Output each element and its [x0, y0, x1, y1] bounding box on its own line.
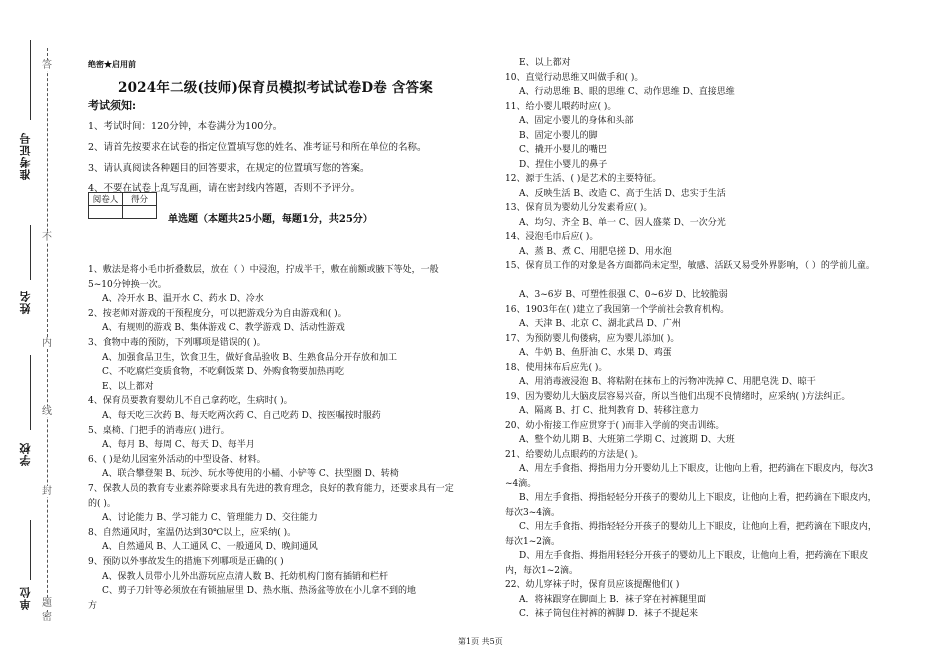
question-text: 5~10分钟换一次。 — [88, 279, 167, 290]
answer-option: C．袜子筒包住衬裤的裤脚 D．袜子不提起来 — [519, 609, 698, 619]
question-text: 17、为预防婴儿佝偻病，应为婴儿添加( )。 — [505, 333, 680, 344]
answer-option: A、用左手食指、拇指用力分开婴幼儿上下眼皮，让他向上看，把药滴在下眼皮内，每次3 — [519, 464, 874, 474]
score-cell — [123, 206, 157, 219]
unit-blank — [30, 520, 31, 580]
question-text: 5、桌椅、门把手的消毒应( )进行。 — [88, 425, 230, 436]
answer-option: A、牛奶 B、鱼肝油 C、水果 D、鸡蛋 — [519, 348, 672, 358]
question-text: 20、幼小衔接工作应贯穿于( )而非入学前的突击训练。 — [505, 420, 725, 431]
question-text: 19、因为婴幼儿大脑皮层容易兴奋，所以当他们出现不良情绪时，应采纳( )方法纠正。 — [505, 391, 851, 402]
notice-heading: 考试须知: — [88, 99, 137, 112]
question-text: 16、1903年在( )建立了我国第一个学前社会教育机构。 — [505, 304, 730, 315]
cut-mark: 封 — [42, 486, 52, 497]
answer-option: D、捏住小婴儿的鼻子 — [519, 159, 608, 170]
cut-mark: 密 — [42, 612, 52, 623]
answer-option: A、自然通风 B、人工通风 C、一般通风 D、晚间通风 — [102, 542, 318, 553]
name-blank — [30, 225, 31, 280]
question-text: 每次1~2滴。 — [505, 536, 560, 547]
notice-item: 1、考试时间：120分钟，本卷满分为100分。 — [88, 121, 283, 132]
question-text: 9、预防以外事故发生的措施下列哪项是正确的( ) — [88, 557, 284, 567]
answer-option: A、天津 B、北京 C、湖北武昌 D、广州 — [519, 319, 681, 329]
question-text: 18、使用抹布后应先( )。 — [505, 362, 608, 373]
answer-option: A、有规则的游戏 B、集体游戏 C、教学游戏 D、活动性游戏 — [102, 323, 345, 334]
question-text: 12、源于生活、( )是艺术的主要特征。 — [505, 174, 662, 184]
page-title: 2024年二级(技师)保育员模拟考试试卷D卷 含答案 — [118, 80, 433, 96]
answer-option: A、每月 B、每周 C、每天 D、每半月 — [102, 440, 255, 451]
answer-option: A．将袜跟穿在脚面上 B．袜子穿在衬裤腿里面 — [519, 594, 706, 605]
question-text: 10、直觉行动思维又叫做手和( )。 — [505, 72, 644, 83]
question-text: 3、食物中毒的预防，下列哪项是错误的( )。 — [88, 338, 266, 348]
answer-option: B、用左手食指、拇指轻轻分开孩子的婴幼儿上下眼皮，让他向上看，把药滴在下眼皮内， — [519, 493, 877, 503]
answer-option: C、撬开小婴儿的嘴巴 — [519, 145, 607, 155]
answer-option: A、隔离 B、打 C、批判教育 D、转移注意力 — [519, 406, 699, 416]
answer-option: A、均匀、齐全 B、单一 C、因人盛菜 D、一次分光 — [519, 217, 726, 228]
question-text: 的( )。 — [88, 498, 116, 509]
question-text: 7、保教人员的教育专业素养除要求具有先进的教育理念，良好的教育能力，还要求具有一定 — [88, 484, 454, 494]
cut-mark: 不 — [42, 232, 52, 243]
cut-mark: 答 — [42, 60, 52, 71]
question-text: 1、敷法是将小毛巾折叠数层，放在（ ）中浸泡，拧成半干，敷在前额或腋下等处，一般 — [88, 265, 439, 275]
question-text: 21、给婴幼儿点眼药的方法是( )。 — [505, 449, 644, 460]
notice-item: 2、请首先按要求在试卷的指定位置填写您的姓名、准考证号和所在单位的名称。 — [88, 142, 427, 153]
answer-option: A、联合攀登架 B、玩沙、玩水等使用的小桶、小铲等 C、扶型圈 D、转椅 — [102, 469, 399, 480]
question-text: 8、自然通风时，室温仍达到30℃以上，应采纳( )。 — [88, 527, 297, 538]
unit-label: 单位 — [19, 586, 32, 610]
name-label: 姓名 — [19, 290, 32, 314]
question-text: 6、( )是幼儿园室外活动的中型设备、材料。 — [88, 454, 266, 465]
grader-cell — [89, 206, 123, 219]
binding-margin — [0, 0, 62, 671]
school-label: 学校 — [19, 442, 32, 466]
question-text: 2、按老师对游戏的干预程度分，可以把游戏分为自由游戏和( )。 — [88, 308, 347, 319]
answer-option: A、3~6岁 B、可塑性很强 C、0~6岁 D、比较脆弱 — [519, 290, 728, 300]
question-text: ~4滴。 — [505, 478, 537, 489]
question-text: 方 — [88, 600, 98, 611]
question-text: 内，每次1~2滴。 — [505, 565, 578, 576]
question-text: 11、给小婴儿喂药时应( )。 — [505, 101, 617, 112]
answer-option: B、固定小婴儿的脚 — [519, 130, 598, 141]
answer-option: C、用左手食指、拇指轻轻分开孩子的婴幼儿上下眼皮，让他向上看，把药滴在下眼皮内， — [519, 522, 877, 532]
exam-number-blank — [30, 40, 31, 120]
answer-option: A、整个幼儿期 B、大班第二学期 C、过渡期 D、大班 — [519, 435, 735, 445]
answer-option: A、保教人员带小儿外出游玩应点清人数 B、托幼机构门窗有插销和栏杆 — [102, 571, 388, 582]
answer-option: A、加强食品卫生，饮食卫生，做好食品验收 B、生熟食品分开存放和加工 — [102, 352, 397, 363]
question-text: 每次3~4滴。 — [505, 507, 560, 518]
question-text: 14、浸泡毛巾后应( )。 — [505, 232, 599, 242]
page-footer: 第1页 共5页 — [458, 637, 503, 646]
answer-option: A、蒸 B、煮 C、用肥皂搓 D、用水泡 — [519, 246, 672, 257]
cut-mark: 线 — [42, 406, 52, 417]
cut-mark: 题 — [42, 598, 52, 609]
answer-option: A、固定小婴儿的身体和头部 — [519, 116, 634, 126]
question-text: 13、保育员为婴幼儿分发素肴应( )。 — [505, 203, 653, 213]
score-box — [88, 192, 157, 219]
answer-option: A、用消毒液浸泡 B、将粘附在抹布上的污物冲洗掉 C、用肥皂洗 D、晾干 — [519, 377, 816, 387]
score-header: 得分 — [123, 193, 157, 206]
answer-option: A、反映生活 B、改造 C、高于生活 D、忠实于生活 — [519, 188, 726, 199]
answer-option: A、冷开水 B、温开水 C、药水 D、冷水 — [102, 294, 264, 305]
cut-mark: 内 — [42, 338, 52, 349]
question-text: 4、保育员要教育婴幼儿不自己拿药吃，生病时( )。 — [88, 396, 293, 407]
answer-option: E、以上都对 — [519, 58, 571, 68]
answer-option: A、讨论能力 B、学习能力 C、管理能力 D、交往能力 — [102, 513, 318, 524]
seal-line — [47, 48, 48, 623]
question-text: 22、幼儿穿袜子时，保育员应该提醒他们( ) — [505, 580, 680, 590]
answer-option: E、以上都对 — [102, 381, 154, 392]
grader-header: 阅卷人 — [89, 193, 123, 206]
confidential-mark: 绝密★启用前 — [88, 59, 136, 69]
exam-number-label: 准考证号 — [19, 132, 32, 180]
answer-option: D、用左手食指、拇指用轻轻分开孩子的婴幼儿上下眼皮，让他向上看，把药滴在下眼皮 — [519, 551, 869, 561]
section-heading: 单选题（本题共25小题，每题1分，共25分） — [168, 214, 373, 225]
answer-option: A、每天吃三次药 B、每天吃两次药 C、自己吃药 D、按医嘱按时服药 — [102, 411, 381, 421]
notice-item: 3、请认真阅读各种题目的回答要求，在规定的位置填写您的答案。 — [88, 163, 370, 174]
question-text: 15、保育员工作的对象是各方面都尚未定型，敏感、活跃又易受外界影响，（ ）的学前儿童。 — [505, 261, 875, 271]
school-blank — [30, 355, 31, 430]
notice-item: 4、不要在试卷上乱写乱画，请在密封线内答题，否则不予评分。 — [88, 183, 361, 194]
answer-option: C、不吃腐烂变质食物，不吃剩饭菜 D、外购食物要加热再吃 — [102, 367, 344, 378]
answer-option: A、行动思维 B、眼的思维 C、动作思维 D、直接思维 — [519, 87, 735, 97]
answer-option: C、剪子刀针等必须放在有锁抽屉里 D、热水瓶、热汤盆等放在小儿拿不到的地 — [102, 586, 416, 597]
